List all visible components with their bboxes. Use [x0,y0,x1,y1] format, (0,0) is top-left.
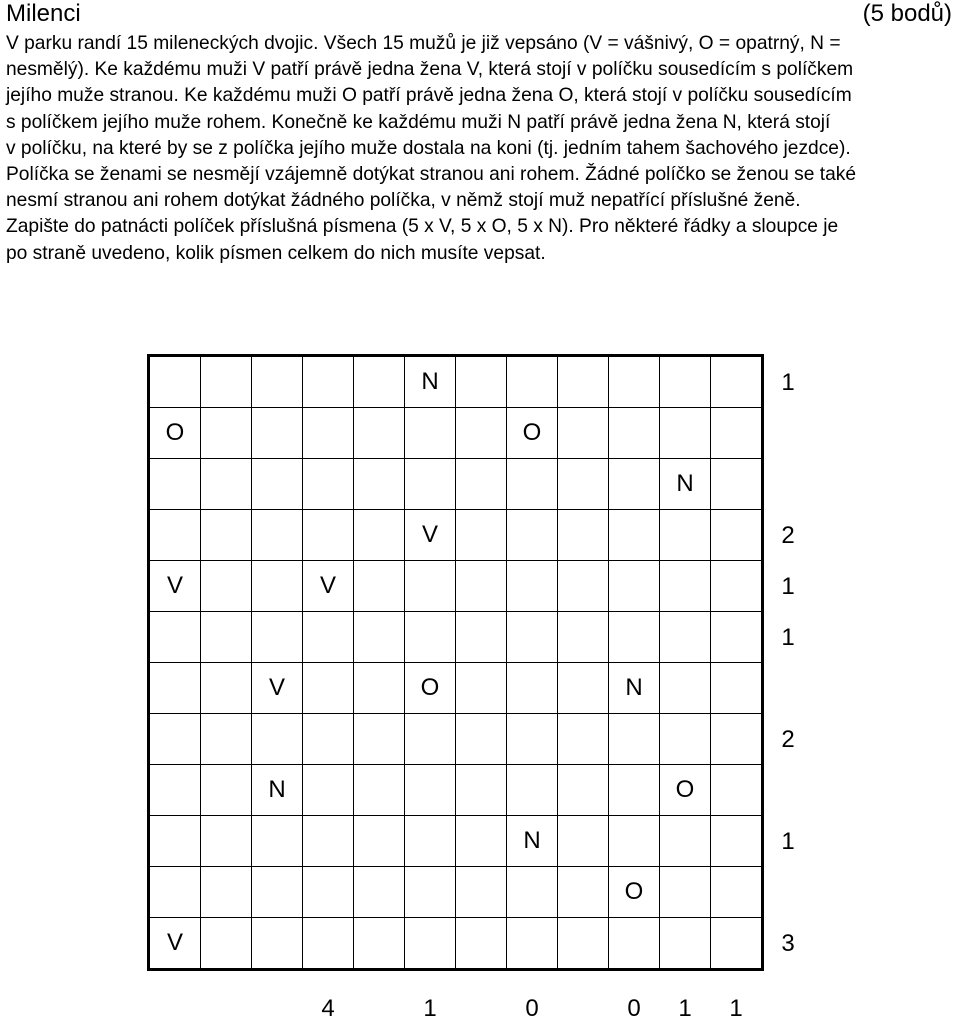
grid-cell[interactable] [354,765,405,816]
grid-cell[interactable] [609,714,660,765]
grid-cell[interactable] [149,356,201,408]
grid-cell[interactable] [456,612,507,663]
grid-cell[interactable] [405,612,456,663]
instruction-line: nesmělý). Ke každému muži V patří právě jedna žena V, která stojí v políčku sousedícím s políčkem [6,59,854,81]
instruction-line: v políčku, na které by se z políčka jejího muže dostala na koni (tj. jedním tahem šachového jezdce). [6,137,851,159]
grid-cell[interactable]: V [149,918,201,970]
grid-cell[interactable] [507,918,558,970]
grid-cell[interactable] [507,663,558,714]
instruction-line: s políčkem jejího muže rohem. Konečně ke každému muži N patří právě jedna žena N, která stojí [6,111,831,133]
grid-cell[interactable] [201,612,252,663]
grid-cell[interactable] [711,714,763,765]
grid-cell[interactable] [201,816,252,867]
grid-row [149,356,763,408]
grid-cell[interactable] [354,714,405,765]
grid-cell[interactable] [252,816,303,867]
grid-cell[interactable] [660,408,711,459]
row-hint: 1 [781,624,795,651]
grid-cell[interactable] [456,816,507,867]
grid-cell[interactable] [303,918,354,970]
grid-cell[interactable] [507,510,558,561]
grid-cell[interactable]: N [507,816,558,867]
grid-cell[interactable] [252,408,303,459]
grid-cell[interactable] [201,356,252,408]
grid-row [149,714,763,765]
grid-cell[interactable] [456,918,507,970]
grid-row [149,459,763,510]
grid-cell[interactable] [507,459,558,510]
grid-cell[interactable] [405,408,456,459]
grid-cell[interactable] [149,816,201,867]
grid-cell[interactable] [609,612,660,663]
grid-cell[interactable] [609,816,660,867]
grid-cell[interactable] [405,765,456,816]
grid-cell[interactable]: O [149,408,201,459]
grid-cell[interactable] [660,918,711,970]
grid-cell[interactable] [660,356,711,408]
grid-cell[interactable] [711,612,763,663]
grid-cell[interactable] [507,561,558,612]
grid-cell[interactable] [354,510,405,561]
grid-cell[interactable]: O [660,765,711,816]
grid-cell[interactable] [252,510,303,561]
grid-cell[interactable] [201,459,252,510]
grid-row [149,918,763,970]
grid-cell[interactable] [711,408,763,459]
grid-cell[interactable] [405,918,456,970]
grid-cell[interactable] [558,816,609,867]
grid-cell[interactable] [660,714,711,765]
grid-cell[interactable]: N [609,663,660,714]
grid-cell[interactable] [558,356,609,408]
grid-row [149,408,763,459]
grid-cell[interactable] [609,408,660,459]
grid-cell[interactable] [303,816,354,867]
grid-cell[interactable] [201,663,252,714]
grid-cell[interactable] [711,459,763,510]
grid-cell[interactable] [303,867,354,918]
instruction-line: V parku randí 15 mileneckých dvojic. Všech 15 mužů je již vepsáno (V = vášnivý, O = opatrný, N = [6,33,841,54]
grid-cell[interactable] [201,918,252,970]
grid-cell[interactable] [252,459,303,510]
row-hint: 2 [781,522,795,549]
column-hint: 1 [729,995,743,1022]
grid-cell[interactable] [711,561,763,612]
grid-cell[interactable] [354,561,405,612]
grid-cell[interactable] [711,867,763,918]
instruction-line: po straně uvedeno, kolik písmen celkem do nich musíte vepsat. [6,242,546,264]
grid-cell[interactable] [354,459,405,510]
grid-row [149,867,763,918]
row-hint: 1 [781,369,795,396]
grid-cell[interactable] [558,510,609,561]
grid-row [149,663,763,714]
grid-cell[interactable] [456,714,507,765]
grid-cell[interactable] [354,612,405,663]
grid-cell[interactable] [609,918,660,970]
grid-cell[interactable] [149,867,201,918]
grid-cell[interactable] [558,714,609,765]
grid-cell[interactable] [201,408,252,459]
grid-cell[interactable] [303,356,354,408]
grid-cell[interactable] [252,612,303,663]
grid-cell[interactable] [660,561,711,612]
grid-cell[interactable] [507,356,558,408]
grid-cell[interactable] [711,663,763,714]
grid-cell[interactable] [660,510,711,561]
puzzle-grid [147,354,764,971]
grid-cell[interactable] [201,510,252,561]
grid-cell[interactable] [456,867,507,918]
grid-cell[interactable] [711,510,763,561]
instruction-line: Políčka se ženami se nesmějí vzájemně dotýkat stranou ani rohem. Žádné políčko se ženou se také [6,164,857,186]
grid-cell[interactable] [507,612,558,663]
grid-cell[interactable]: V [405,510,456,561]
grid-cell[interactable] [558,867,609,918]
grid-cell[interactable] [711,816,763,867]
grid-cell[interactable]: O [507,408,558,459]
grid-cell[interactable] [456,765,507,816]
grid-cell[interactable] [303,663,354,714]
column-hint: 1 [678,995,692,1022]
grid-cell[interactable] [456,663,507,714]
grid-row [149,612,763,663]
grid-cell[interactable] [507,714,558,765]
grid-cell[interactable] [149,459,201,510]
grid-cell[interactable] [303,459,354,510]
grid-cell[interactable] [609,765,660,816]
instruction-line: jejího muže stranou. Ke každému muži O patří právě jedna žena O, která stojí v políčku sousedícím [6,85,852,107]
grid-cell[interactable]: N [405,356,456,408]
grid-cell[interactable] [354,918,405,970]
grid-cell[interactable] [252,867,303,918]
row-hint: 3 [781,930,795,957]
puzzle-grid-body [149,356,763,970]
grid-cell[interactable] [303,510,354,561]
grid-cell[interactable] [609,561,660,612]
grid-cell[interactable] [201,714,252,765]
grid-cell[interactable]: V [149,561,201,612]
grid-cell[interactable] [456,459,507,510]
grid-cell[interactable] [303,612,354,663]
grid-row [149,510,763,561]
grid-cell[interactable] [558,612,609,663]
grid-cell[interactable] [558,561,609,612]
grid-cell[interactable] [609,356,660,408]
grid-row [149,765,763,816]
instruction-line: nesmí stranou ani rohem dotýkat žádného políčka, v němž stojí muž nepatřící příslušné ženě. [6,190,801,212]
grid-cell[interactable]: O [609,867,660,918]
grid-cell[interactable] [149,663,201,714]
grid-cell[interactable]: V [252,663,303,714]
grid-cell[interactable] [252,714,303,765]
grid-cell[interactable] [507,867,558,918]
grid-cell[interactable] [354,867,405,918]
points-label: (5 bodů) [862,0,952,27]
grid-cell[interactable] [252,561,303,612]
row-hint: 1 [781,828,795,855]
grid-cell[interactable]: V [303,561,354,612]
row-hint: 2 [781,726,795,753]
grid-cell[interactable] [149,765,201,816]
grid-cell[interactable]: N [660,459,711,510]
grid-cell[interactable] [405,867,456,918]
grid-cell[interactable] [354,408,405,459]
grid-cell[interactable] [456,356,507,408]
column-hint: 0 [525,995,539,1022]
grid-cell[interactable] [354,816,405,867]
grid-cell[interactable] [354,356,405,408]
grid-cell[interactable] [609,459,660,510]
grid-row [149,561,763,612]
grid-cell[interactable] [456,408,507,459]
grid-cell[interactable] [303,408,354,459]
grid-cell[interactable] [558,459,609,510]
grid-cell[interactable] [660,816,711,867]
grid-cell[interactable] [303,765,354,816]
grid-cell[interactable] [711,918,763,970]
grid-cell[interactable] [711,356,763,408]
grid-cell[interactable] [456,510,507,561]
instruction-line: Zapište do patnácti políček příslušná písmena (5 x V, 5 x O, 5 x N). Pro některé řádky a sloupce je [6,216,839,238]
page-title: Milenci [6,0,81,27]
grid-cell[interactable] [149,510,201,561]
row-hint: 1 [781,573,795,600]
grid-cell[interactable] [711,765,763,816]
grid-cell[interactable] [558,408,609,459]
grid-cell[interactable] [456,561,507,612]
grid-cell[interactable] [149,612,201,663]
grid-cell[interactable] [201,765,252,816]
column-hint: 1 [423,995,437,1022]
grid-row [149,816,763,867]
grid-cell[interactable] [660,867,711,918]
header [6,0,952,30]
grid-cell[interactable]: N [252,765,303,816]
grid-cell[interactable] [405,561,456,612]
grid-cell[interactable] [558,663,609,714]
grid-cell[interactable] [252,918,303,970]
grid-cell[interactable] [252,356,303,408]
grid-cell[interactable] [660,663,711,714]
column-hint: 4 [321,995,335,1022]
grid-cell[interactable] [609,510,660,561]
instructions-paragraph [6,31,956,267]
grid-cell[interactable] [201,561,252,612]
grid-cell[interactable] [201,867,252,918]
grid-cell[interactable] [660,612,711,663]
grid-cell[interactable] [405,714,456,765]
grid-cell[interactable] [558,765,609,816]
grid-cell[interactable] [149,714,201,765]
grid-cell[interactable] [558,918,609,970]
grid-cell[interactable] [405,459,456,510]
grid-cell[interactable] [303,714,354,765]
grid-cell[interactable]: O [405,663,456,714]
column-hint: 0 [627,995,641,1022]
grid-cell[interactable] [507,765,558,816]
grid-cell[interactable] [405,816,456,867]
grid-cell[interactable] [354,663,405,714]
